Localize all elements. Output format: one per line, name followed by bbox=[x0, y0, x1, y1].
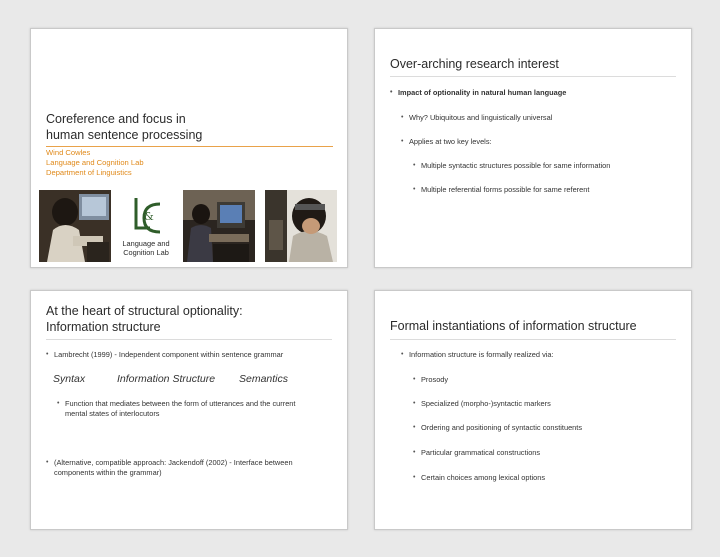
bullet-item: • Lambrecht (1999) - Independent component within sentence grammar bbox=[46, 350, 283, 360]
slide-2 bbox=[374, 28, 692, 268]
bullet-item: • Ordering and positioning of syntactic constituents bbox=[413, 423, 582, 433]
author-name: Wind Cowles bbox=[46, 148, 91, 157]
logo-text-2: Cognition Lab bbox=[123, 248, 169, 257]
bullet-item: • Specialized (morpho-)syntactic markers bbox=[413, 399, 551, 409]
term-information-structure: Information Structure bbox=[117, 373, 216, 385]
bullet-line: components within the grammar) bbox=[54, 467, 162, 477]
lab-photo-2 bbox=[183, 190, 255, 262]
slide-1-title bbox=[46, 111, 202, 143]
term-syntax: Syntax bbox=[53, 373, 86, 385]
slide-4 bbox=[374, 290, 692, 530]
title-divider bbox=[46, 339, 332, 340]
title-divider bbox=[390, 339, 676, 340]
bullet-line: • (Alternative, compatible approach: Jackendoff (2002) - Interface between bbox=[54, 458, 293, 467]
bullet-item: • Particular grammatical constructions bbox=[413, 448, 540, 458]
department-name: Department of Linguistics bbox=[46, 168, 132, 177]
lab-name: Language and Cognition Lab bbox=[46, 158, 144, 167]
slide-1 bbox=[30, 28, 348, 268]
bullet-item bbox=[46, 458, 293, 477]
bullet-line: • Function that mediates between the form of utterances and the current bbox=[65, 399, 296, 408]
bullet-item: • Applies at two key levels: bbox=[401, 137, 492, 147]
title-divider bbox=[390, 76, 676, 77]
bullet-item: • Prosody bbox=[413, 375, 448, 385]
slide-3-title-line-2: Information structure bbox=[46, 320, 161, 334]
slide-3-title bbox=[46, 303, 337, 335]
language-cognition-lab-logo bbox=[120, 190, 172, 262]
bullet-item: • Multiple syntactic structures possible for same information bbox=[413, 161, 610, 171]
slide-1-title-line-2: human sentence processing bbox=[46, 128, 203, 142]
bullet-item: • Impact of optionality in natural human language bbox=[390, 88, 566, 98]
slide-1-title-line-1: Coreference and focus in bbox=[46, 112, 186, 126]
slide-3 bbox=[30, 290, 348, 530]
lab-photo-3 bbox=[265, 190, 337, 262]
bullet-item bbox=[57, 399, 295, 418]
slide-2-title: Over-arching research interest bbox=[390, 57, 559, 71]
bullet-item: • Certain choices among lexical options bbox=[413, 473, 545, 483]
bullet-item: • Multiple referential forms possible for same referent bbox=[413, 185, 589, 195]
logo-text-1: Language and bbox=[122, 239, 170, 248]
slide-3-title-line-1: At the heart of structural optionality: bbox=[46, 304, 243, 318]
term-semantics: Semantics bbox=[239, 373, 289, 385]
lab-photo-1 bbox=[39, 190, 111, 262]
bullet-item: • Why? Ubiquitous and linguistically universal bbox=[401, 113, 552, 123]
bullet-item: • Information structure is formally realized via: bbox=[401, 350, 554, 360]
title-divider bbox=[46, 146, 333, 147]
bullet-line: mental states of interlocutors bbox=[65, 408, 160, 418]
svg-text:&: & bbox=[144, 210, 154, 223]
slide-4-title: Formal instantiations of information structure bbox=[390, 319, 637, 333]
